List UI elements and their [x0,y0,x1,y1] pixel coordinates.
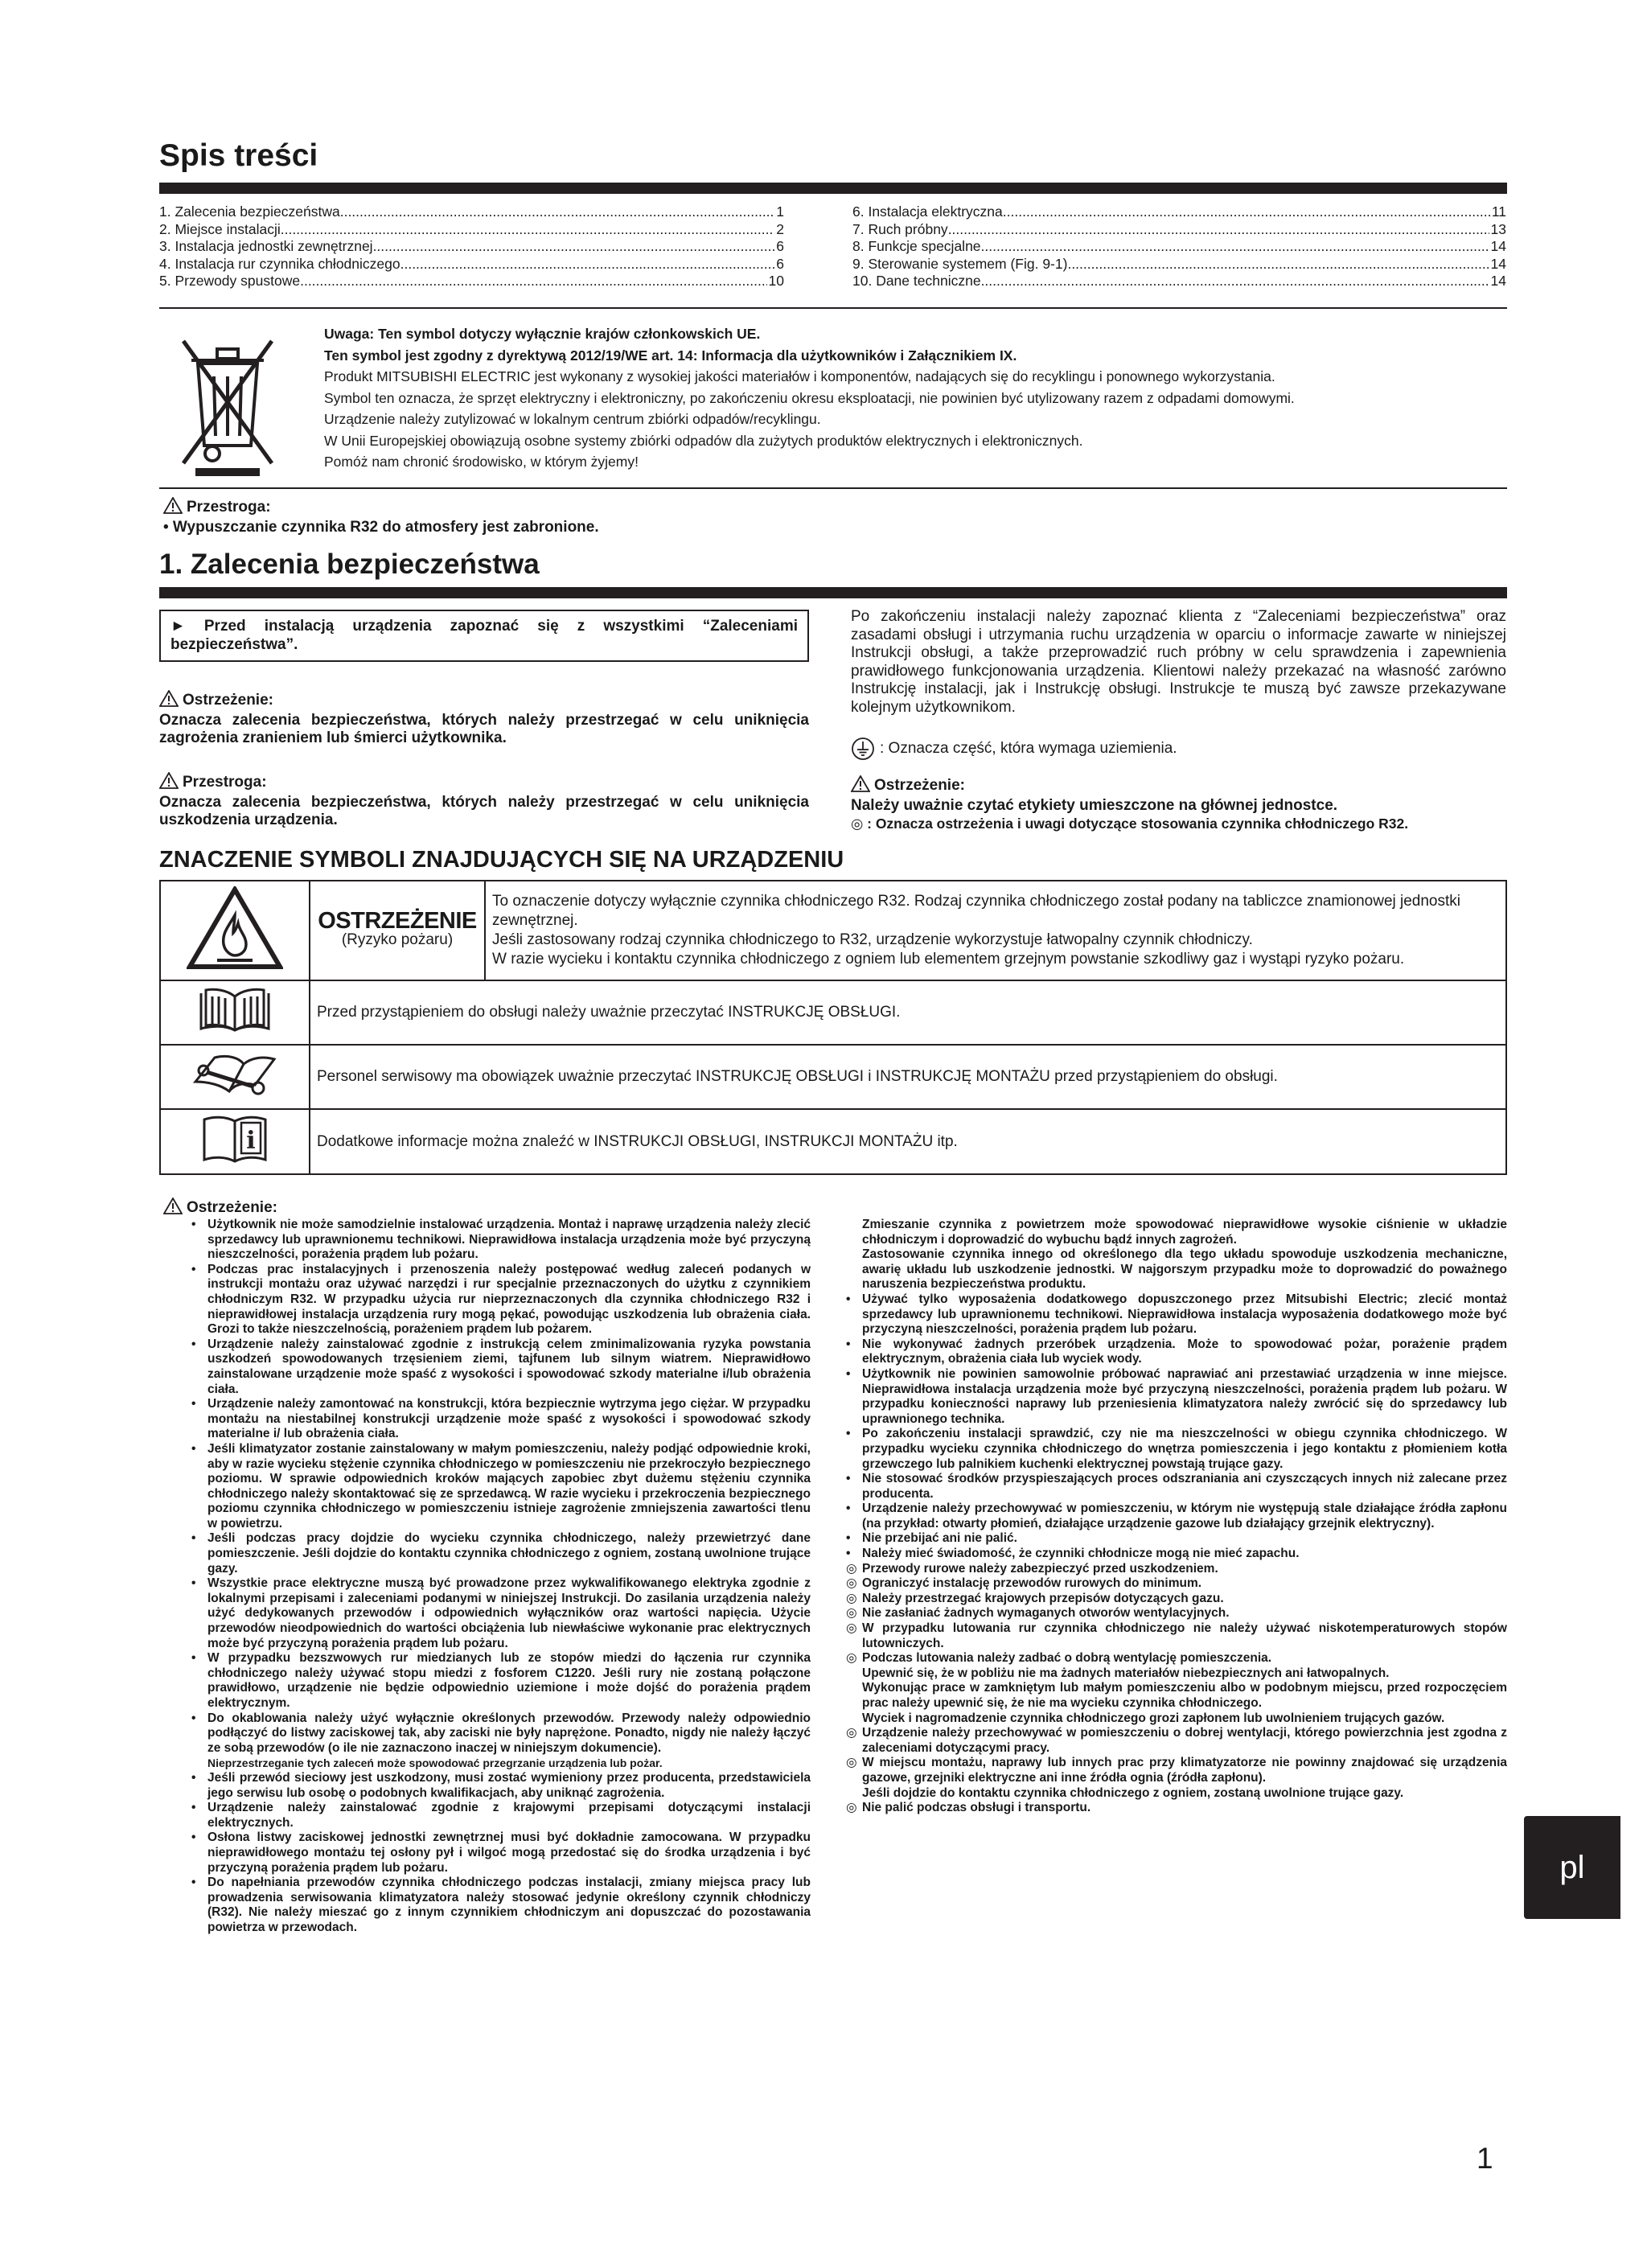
symbol-row-manual [160,980,1506,1045]
service-symbol-cell [160,1045,310,1109]
service-text: Personel serwisowy ma obowiązek uważnie przeczytać INSTRUKCJĘ OBSŁUGI i INSTRUKCJĘ MONTAŻU przed przystąpieniem do obsługi. [310,1045,1506,1109]
ground-note [851,737,1506,761]
warning-item-extra: Wykonując prace w zamkniętym lub małym pomieszczeniu albo w podobnym miejscu, przed rozpoczęciem prac należy upewnić się, że nie ma wycieku czynnika chłodniczego. [862,1681,1507,1710]
bullet-mark: ◎ [846,1561,857,1576]
warning-item-text: Jeśli klimatyzator zostanie zainstalowany w małym pomieszczeniu, należy podjąć odpowiednie kroki, aby w razie wycieku stężenie czynnika chłodniczego w pomieszczeniu nie przekroczyło bezpiecznego poziomu. W sprawie odpowiednich kroków mających zapobiec zbyt dużemu stężeniu czynnika chłodniczego należy skontaktować się ze sprzedawcą. W razie wycieku i przekroczenia bezpiecznego poziomu czynnika chłodniczego w pomieszczeniu istnieje zagrożenie zmniejszenia zawartości tlenu w powietrzu. [207,1441,811,1530]
symbols-title: ZNACZENIE SYMBOLI ZNAJDUJĄCYCH SIĘ NA URZĄDZENIU [159,847,844,873]
manual-symbol-cell [160,980,310,1045]
toc-entry [852,221,1506,239]
toc-label: 2. Miejsce instalacji [159,220,281,237]
bullet-mark: • [846,1292,851,1306]
bullet-mark: • [191,1830,196,1845]
fire-text-cell [485,881,1506,980]
bullet-mark: • [191,1576,196,1591]
bullet-mark: • [191,1801,196,1815]
symbol-row-info [160,1109,1506,1174]
warning-item [846,1756,1507,1785]
svg-text:i: i [246,1127,256,1155]
warning-item [191,1442,811,1532]
warning-bottom-head-text: Ostrzeżenie: [187,1199,277,1216]
bullet-mark: • [191,1876,196,1890]
weee-bold-1: Uwaga: Ten symbol dotyczy wyłącznie krajów członkowskich UE. [324,326,761,342]
warning-triangle-icon [159,690,179,707]
section-1-title: 1. Zalecenia bezpieczeństwa [159,549,540,580]
toc-leader [300,273,766,290]
toc-label: 4. Instalacja rur czynnika chłodniczego [159,255,400,272]
weee-bin-icon [167,325,288,482]
bullet-mark: • [191,1397,196,1411]
toc-label: 1. Zalecenia bezpieczeństwa [159,203,340,220]
caution-definition [159,772,809,830]
warning-item [846,1547,1507,1562]
warning-item-text: Do okablowania należy użyć wyłącznie określonych przewodów. Przewody należy odpowiednio podłączyć do listwy zaciskowej tak, aby zaciski nie były naprężone. Ponadto, nigdy nie należy łączyć ze sobą przewodów (o ile nie zaznaczono inaczej w niniejszym dokumencie). [207,1711,811,1755]
toc-page: 11 [1491,203,1506,220]
warning-item-text: Użytkownik nie powinien samowolnie próbować naprawiać ani przestawiać urządzenia w inne miejsce. Nieprawidłowa instalacja urządzenia może być przyczyną nieszczelności, porażenia prądem lub pożaru. W przypadku konieczności naprawy lub przeniesienia klimatyzatora należy zwrócić się do sprzedawcy lub uprawnionego technika. [862,1366,1507,1426]
toc-page: 14 [1490,238,1506,254]
warning-item-text: Podczas lutowania należy zadbać o dobrą wentylację pomieszczenia. [862,1651,1272,1666]
warning-item [846,1531,1507,1547]
weee-line-1: Produkt MITSUBISHI ELECTRIC jest wykonany z wysokiej jakości materiałów i komponentów, nadających się do recyklingu i ponownego wykorzystania. [324,368,1275,384]
warning-item [846,1337,1507,1367]
bullet-mark: • [846,1547,851,1561]
fire-label-cell [310,881,485,980]
toc-entry [159,203,784,221]
warning-item-text: Należy przestrzegać krajowych przepisów dotyczących gazu. [862,1591,1224,1605]
warning-item [846,1592,1507,1607]
weee-line-2: Symbol ten oznacza, że sprzęt elektryczny i elektroniczny, po zakończeniu okresu eksploatacji, nie powinien być utylizowany razem z odpadami domowymi. [324,389,1295,406]
toc-page: 14 [1490,273,1506,289]
warning-item [846,1472,1507,1502]
toc-page: 6 [776,238,784,254]
bullet-mark: ◎ [846,1726,857,1740]
right-warning-list [846,1218,1507,1816]
toc-label: 8. Funkcje specjalne [852,238,981,254]
warning-item-extra: Upewnić się, że w pobliżu nie ma żadnych materiałów niebezpiecznych ani łatwopalnych. [862,1666,1390,1680]
toc-page: 1 [776,203,784,220]
warning-item [191,1711,811,1756]
toc-page: 13 [1490,220,1506,237]
ground-icon [851,737,875,761]
bullet-mark: ◎ [846,1591,857,1605]
toc-leader [373,238,775,256]
toc-left [159,203,784,290]
warning-item-text: Ograniczyć instalację przewodów rurowych do minimum. [862,1576,1202,1591]
warning-item [846,1502,1507,1531]
toc-page: 10 [768,273,784,289]
weee-line-3: Urządzenie należy zutylizować w lokalnym centrum zbiórki odpadów/recyklingu. [324,411,821,427]
read-safety-box [159,610,809,662]
page-title: Spis treści [159,138,318,173]
warning-item-text: Urządzenie należy zamontować na konstrukcji, która bezpiecznie wytrzyma jego ciężar. W przypadku montażu na niestabilnej konstrukcji urządzenie może spaść z wysokości i spowodować szkody materialne i/ lub obrażenia ciała. [207,1397,811,1441]
toc-page: 14 [1490,255,1506,272]
bullet-mark: • [191,1337,196,1351]
bullet-mark: • [191,1651,196,1666]
flammable-warning-icon [187,886,283,970]
weee-bold-2: Ten symbol jest zgodny z dyrektywą 2012/19/WE art. 14: Informacja dla użytkowników i Załącznikiem IX. [324,347,1017,364]
bullet-mark: • [191,1441,196,1456]
bullet-mark: • [846,1472,851,1486]
warning-item [191,1218,811,1263]
fire-symbol-cell [160,881,310,980]
toc-label: 6. Instalacja elektryczna [852,203,1003,220]
warning-item-text: Nie stosować środków przyspieszających proces odszraniania ani czyszczących innych niż zalecane przez producenta. [862,1472,1507,1501]
r32-note: ◎ : Oznacza ostrzeżenia i uwagi dotyczące stosowania czynnika chłodniczego R32. [851,816,1409,832]
toc-entry [159,273,784,290]
toc-leader [948,221,1489,239]
symbols-table [159,880,1507,1175]
toc-entry [852,256,1506,273]
precaution-top-text: • Wypuszczanie czynnika R32 do atmosfery jest zabronione. [163,519,599,536]
toc-divider [159,307,1507,309]
warning-item-text: Urządzenie należy zainstalować zgodnie z krajowymi przepisami dotyczącymi instalacji elektrycznych. [207,1801,811,1830]
toc-entry [159,221,784,239]
bullet-mark: • [191,1218,196,1231]
warning-item [191,1801,811,1830]
warning-item [846,1651,1507,1666]
weee-line-5: Pomóż nam chronić środowisko, w którym żyjemy! [324,454,639,470]
warning-item [846,1562,1507,1577]
info-manual-icon [201,1113,269,1165]
bullet-mark: • [191,1262,196,1276]
caution-def-head: Przestroga: [183,774,267,791]
fire-text-3: W razie wycieku i kontaktu czynnika chłodniczego z ogniem lub elementem grzejnym powstanie szkodliwy gaz i wystąpi ryzyko pożaru. [492,951,1405,968]
bullet-mark: • [846,1502,851,1516]
warning-item [191,1337,811,1397]
symbol-row-fire [160,881,1506,980]
toc-label: 5. Przewody spustowe [159,273,301,289]
warning-item-text: Urządzenie należy przechowywać w pomieszczeniu o dobrej wentylacji, którego powierzchnia jest zgodna z zaleceniami dotyczącymi pracy. [862,1726,1507,1755]
toc-leader [981,273,1489,290]
warning-item-text: Nie przebijać ani nie palić. [862,1531,1017,1546]
bullet-mark: • [191,1711,196,1725]
warning-item [846,1292,1507,1337]
warning-item-text: Po zakończeniu instalacji sprawdzić, czy nie ma nieszczelności w obiegu czynnika chłodniczego. W przypadku wycieku czynnika chłodniczego do wnętrza pomieszczenia i jego kontaktu z płomieniem kotła grzewczego lub palnikiem kuchenki elektrycznej powstają trujące gazy. [862,1427,1507,1471]
warning-item [846,1621,1507,1651]
warning-footnote: Nieprzestrzeganie tych zaleceń może spowodować przegrzanie urządzenia lub pożar. [207,1756,663,1770]
toc-page: 2 [776,220,784,237]
weee-line-4: W Unii Europejskiej obowiązują osobne systemy zbiórki odpadów dla zużytych produktów elektrycznych i elektronicznych. [324,432,1083,449]
bullet-mark: ◎ [846,1756,857,1770]
warning-item-text: Nie wykonywać żadnych przeróbek urządzenia. Może to spowodować pożar, porażenie prądem elektrycznym, obrażenia ciała lub wyciek wody. [862,1337,1507,1366]
section-1-rule [159,587,1507,598]
caution-def-text: Oznacza zalecenia bezpieczeństwa, których należy przestrzegać w celu uniknięcia uszkodzenia urządzenia. [159,793,809,828]
warning-def-text: Oznacza zalecenia bezpieczeństwa, których należy przestrzegać w celu uniknięcia zagrożenia zranieniem lub śmierci użytkownika. [159,711,809,746]
toc-label: 9. Sterowanie systemem (Fig. 9-1) [852,255,1068,272]
manual-text: Przed przystąpieniem do obsługi należy uważnie przeczytać INSTRUKCJĘ OBSŁUGI. [310,980,1506,1045]
warning-item-text: Urządzenie należy zainstalować zgodnie z instrukcją celem zminimalizowania ryzyka powstania uszkodzeń spowodowanych trzęsieniem ziemi, tajfunem lub silnym wiatrem. Nieprawidłowo zainstalowane urządzenie może spaść z wysokości i spowodować szkody materialne i/lub obrażenia ciała. [207,1337,811,1396]
warning-item-text: Osłona listwy zaciskowej jednostki zewnętrznej musi być dokładnie zamocowana. W przypadku nieprawidłowego montażu tej osłony pył i wilgoć mogą przedostać się do środka urządzenia i być przyczyną porażenia prądem lub pożaru. [207,1830,811,1875]
toc-label: 7. Ruch próbny [852,220,948,237]
toc-leader [281,221,775,239]
warning-item-text: Do napełniania przewodów czynnika chłodniczego podczas instalacji, zmiany miejsca pracy lub prowadzenia serwisowania klimatyzatora należy stosować jedynie określony czynnik chłodniczy (R32). Nie należy mieszać go z innym czynnikiem chłodniczym ani dopuszczać do pozostawania powietrza w przewodach. [207,1876,811,1934]
warning-item [191,1576,811,1651]
toc-entry [852,273,1506,290]
warning-right [851,775,1506,833]
toc-leader [340,203,775,221]
right-intro-text: Po zakończeniu instalacji należy zapoznać klienta z “Zaleceniami bezpieczeństwa” oraz zasadami obsługi i utrzymania ruchu urządzenia w oparciu o informacje zawarte w niniejszej Instrukcji obsługi, a także przeprowadzić ruch próbny w celu sprawdzenia i zapewnienia prawidłowego funkcjonowania urządzenia. Klientowi należy przekazać na własność zarówno Instrukcję instalacji, jak i Instrukcję obsługi. Instrukcje te muszą być zawsze przekazywane kolejnym użytkownikom. [851,608,1506,716]
warning-item [846,1801,1507,1816]
bullet-mark: • [191,1770,196,1785]
toc-leader [400,256,775,273]
warning-item [191,1263,811,1337]
warning-right-head: Ostrzeżenie: [874,777,965,794]
toc-label: 3. Instalacja jednostki zewnętrznej [159,238,373,254]
toc-page: 6 [776,255,784,272]
title-rule [159,183,1507,194]
warning-def-head: Ostrzeżenie: [183,692,273,709]
fire-label: OSTRZEŻENIE [318,908,477,934]
warning-item [846,1576,1507,1592]
warning-item-text: Należy mieć świadomość, że czynniki chłodnicze mogą nie mieć zapachu. [862,1547,1300,1561]
warning-item-text: Używać tylko wyposażenia dodatkowego dopuszczonego przez Mitsubishi Electric; zlecić montaż sprzedawcy lub uprawnionemu technikowi. Nieprawidłowa instalacja wyposażenia dodatkowego może być przyczyną nieszczelności, porażenia prądem lub pożaru. [862,1292,1507,1337]
bullet-mark: ◎ [846,1621,857,1636]
weee-divider [159,487,1507,489]
toc-label: 10. Dane techniczne [852,273,981,289]
read-safety-text: ► Przed instalacją urządzenia zapoznać się z wszystkimi “Zaleceniami bezpieczeństwa”. [170,618,798,653]
bullet-mark: ◎ [846,1606,857,1621]
warning-item-text: Jeśli przewód sieciowy jest uszkodzony, musi zostać wymieniony przez producenta, przedstawiciela jego serwisu lub osobę o podobnych kwalifikacjach, aby uniknąć zagrożenia. [207,1770,811,1800]
bullet-mark: ◎ [846,1651,857,1666]
read-manual-icon [195,985,275,1035]
ground-note-text: : Oznacza część, która wymaga uziemienia. [880,740,1177,757]
warning-item-text: Wszystkie prace elektryczne muszą być prowadzone przez wykwalifikowanego elektryka zgodnie z lokalnymi przepisami i zaleceniami podanymi w niniejszej Instrukcji. Do zasilania urządzenia należy użyć dedykowanych przewodów i odpowiednich wyłączników oraz wartości napięcia. Użycie przewodów nieodpowiednich do wartości obciążenia lub niewłaściwe wykonanie prac elektrycznych może być przyczyną porażenia prądem lub pożaru. [207,1576,811,1650]
toc-entry [852,203,1506,221]
warning-item-text: Urządzenie należy przechowywać w pomieszczeniu, w którym nie występują stale działające źródła zapłonu (na przykład: otwarty płomień, działające urządzenie gazowe lub działający grzejnik elektryczny). [862,1502,1507,1530]
warning-item [191,1830,811,1876]
warning-triangle-icon [851,775,870,792]
toc-right [852,203,1506,290]
fire-text-1: To oznaczenie dotyczy wyłącznie czynnika chłodniczego R32. Rodzaj czynnika chłodniczego został podany na tabliczce znamionowej jednostki zewnętrznej. [492,893,1460,929]
warning-item-text: W przypadku lutowania rur czynnika chłodniczego nie należy używać niskotemperaturowych stopów lutowniczych. [862,1621,1507,1650]
warning-item-text: Jeśli podczas pracy dojdzie do wycieku czynnika chłodniczego, należy przewietrzyć dane pomieszczenie. Jeśli dojdzie do kontaktu czynnika chłodniczego z ogniem, zostaną uwolnione trujące gazy. [207,1531,811,1576]
warning-item-text: W przypadku bezszwowych rur miedzianych lub ze stopów miedzi do łączenia rur czynnika chłodniczego należy używać stopu miedzi z fosforem C1220. Jeśli rury nie zostaną połączone prawidłowo, urządzenie nie będzie odpowiednio uziemione i może dojść do porażenia prądem elektrycznym. [207,1651,811,1710]
service-manual-icon [191,1050,279,1099]
weee-notice [324,323,1506,473]
warning-item-extra: Wyciek i nagromadzenie czynnika chłodniczego grozi zapłonem lub uwolnieniem trujących gazów. [862,1711,1445,1725]
bullet-mark: ◎ [846,1801,857,1815]
bullet-mark: • [846,1531,851,1546]
warning-item [846,1367,1507,1427]
warning-item [191,1771,811,1801]
toc-leader [1003,203,1490,221]
fire-text-2: Jeśli zastosowany rodzaj czynnika chłodniczego to R32, urządzenie wykorzystuje łatwopalny czynnik chłodniczy. [492,931,1253,948]
warning-bottom-head [163,1198,277,1217]
warning-item-text: Nie zasłaniać żadnych wymaganych otworów wentylacyjnych. [862,1606,1230,1621]
toc-entry [159,238,784,256]
warning-item [846,1427,1507,1472]
bullet-mark: ◎ [846,1576,857,1591]
toc-entry [852,238,1506,256]
bullet-mark: • [846,1366,851,1381]
warning-triangle-icon [163,497,183,514]
warning-item-text: Nie palić podczas obsługi i transportu. [862,1801,1091,1815]
toc-entry [159,256,784,273]
bullet-mark: • [846,1337,851,1351]
language-tab: pl [1524,1816,1620,1919]
warning-right-text: Należy uważnie czytać etykiety umieszczone na głównej jednostce. [851,796,1338,814]
warning-item [191,1876,811,1935]
precaution-top [163,497,599,537]
bullet-mark: • [191,1531,196,1546]
warning-item-text: Użytkownik nie może samodzielnie instalować urządzenia. Montaż i naprawę urządzenia należy zlecić sprzedawcy lub uprawnionemu technikowi. Nieprawidłowa instalacja urządzenia może być przyczyną nieszczelności, porażenia prądem lub pożaru. [207,1218,811,1262]
toc-leader [981,238,1489,256]
warning-item [191,1651,811,1711]
bullet-mark: • [846,1427,851,1441]
left-warning-list [159,1218,811,1936]
toc-leader [1067,256,1489,273]
warning-item [191,1397,811,1442]
warning-item-text: Podczas prac instalacyjnych i przenoszenia należy postępować według zaleceń podanych w instrukcji montażu oraz używać narzędzi i rur specjalnie przeznaczonych do użytku z czynnikiem chłodniczym R32. W przypadku użycia rur nieprzeznaczonych dla czynnika chłodniczego R32 i nieprawidłowej instalacja urządzenia rury mogą pękać, powodując uszkodzenia lub obrażenia ciała. Grozi to także nieszczelnością, porażeniem prądem lub pożarem. [207,1262,811,1337]
right-intro [851,608,1506,717]
warning-item [846,1726,1507,1756]
symbol-row-service [160,1045,1506,1109]
right-lead-text: Zmieszanie czynnika z powietrzem może spowodować nieprawidłowe wysokie ciśnienie w układzie chłodniczym i doprowadzić do wybuchu bądź innych zagrożeń. [862,1218,1507,1247]
warning-definition [159,690,809,748]
warning-item-text: Przewody rurowe należy zabezpieczyć przed uszkodzeniem. [862,1561,1218,1576]
fire-sublabel: (Ryzyko pożaru) [341,931,454,948]
warning-item-extra: Jeśli dojdzie do kontaktu czynnika chłodniczego z ogniem, zostaną uwolnione trujące gazy. [862,1785,1404,1800]
info-symbol-cell [160,1109,310,1174]
warning-item [191,1531,811,1576]
warning-triangle-icon [159,772,179,789]
page-number: 1 [1477,2142,1493,2175]
right-lead-text: Zastosowanie czynnika innego od określonego dla tego układu spowoduje uszkodzenia mechaniczne, awarię układu lub uszkodzenie jednostki. W najgorszym przypadku może to doprowadzić do poważnego naruszenia bezpieczeństwa produktu. [862,1247,1507,1292]
warning-item [846,1606,1507,1621]
precaution-top-head: Przestroga: [187,499,271,516]
info-text: Dodatkowe informacje można znaleźć w INSTRUKCJI OBSŁUGI, INSTRUKCJI MONTAŻU itp. [310,1109,1506,1174]
warning-triangle-icon [163,1198,183,1214]
warning-item-text: W miejscu montażu, naprawy lub innych prac przy klimatyzatorze nie powinny znajdować się urządzenia gazowe, grzejniki elektryczne ani inne źródła ognia (źródła zapłonu). [862,1756,1507,1785]
